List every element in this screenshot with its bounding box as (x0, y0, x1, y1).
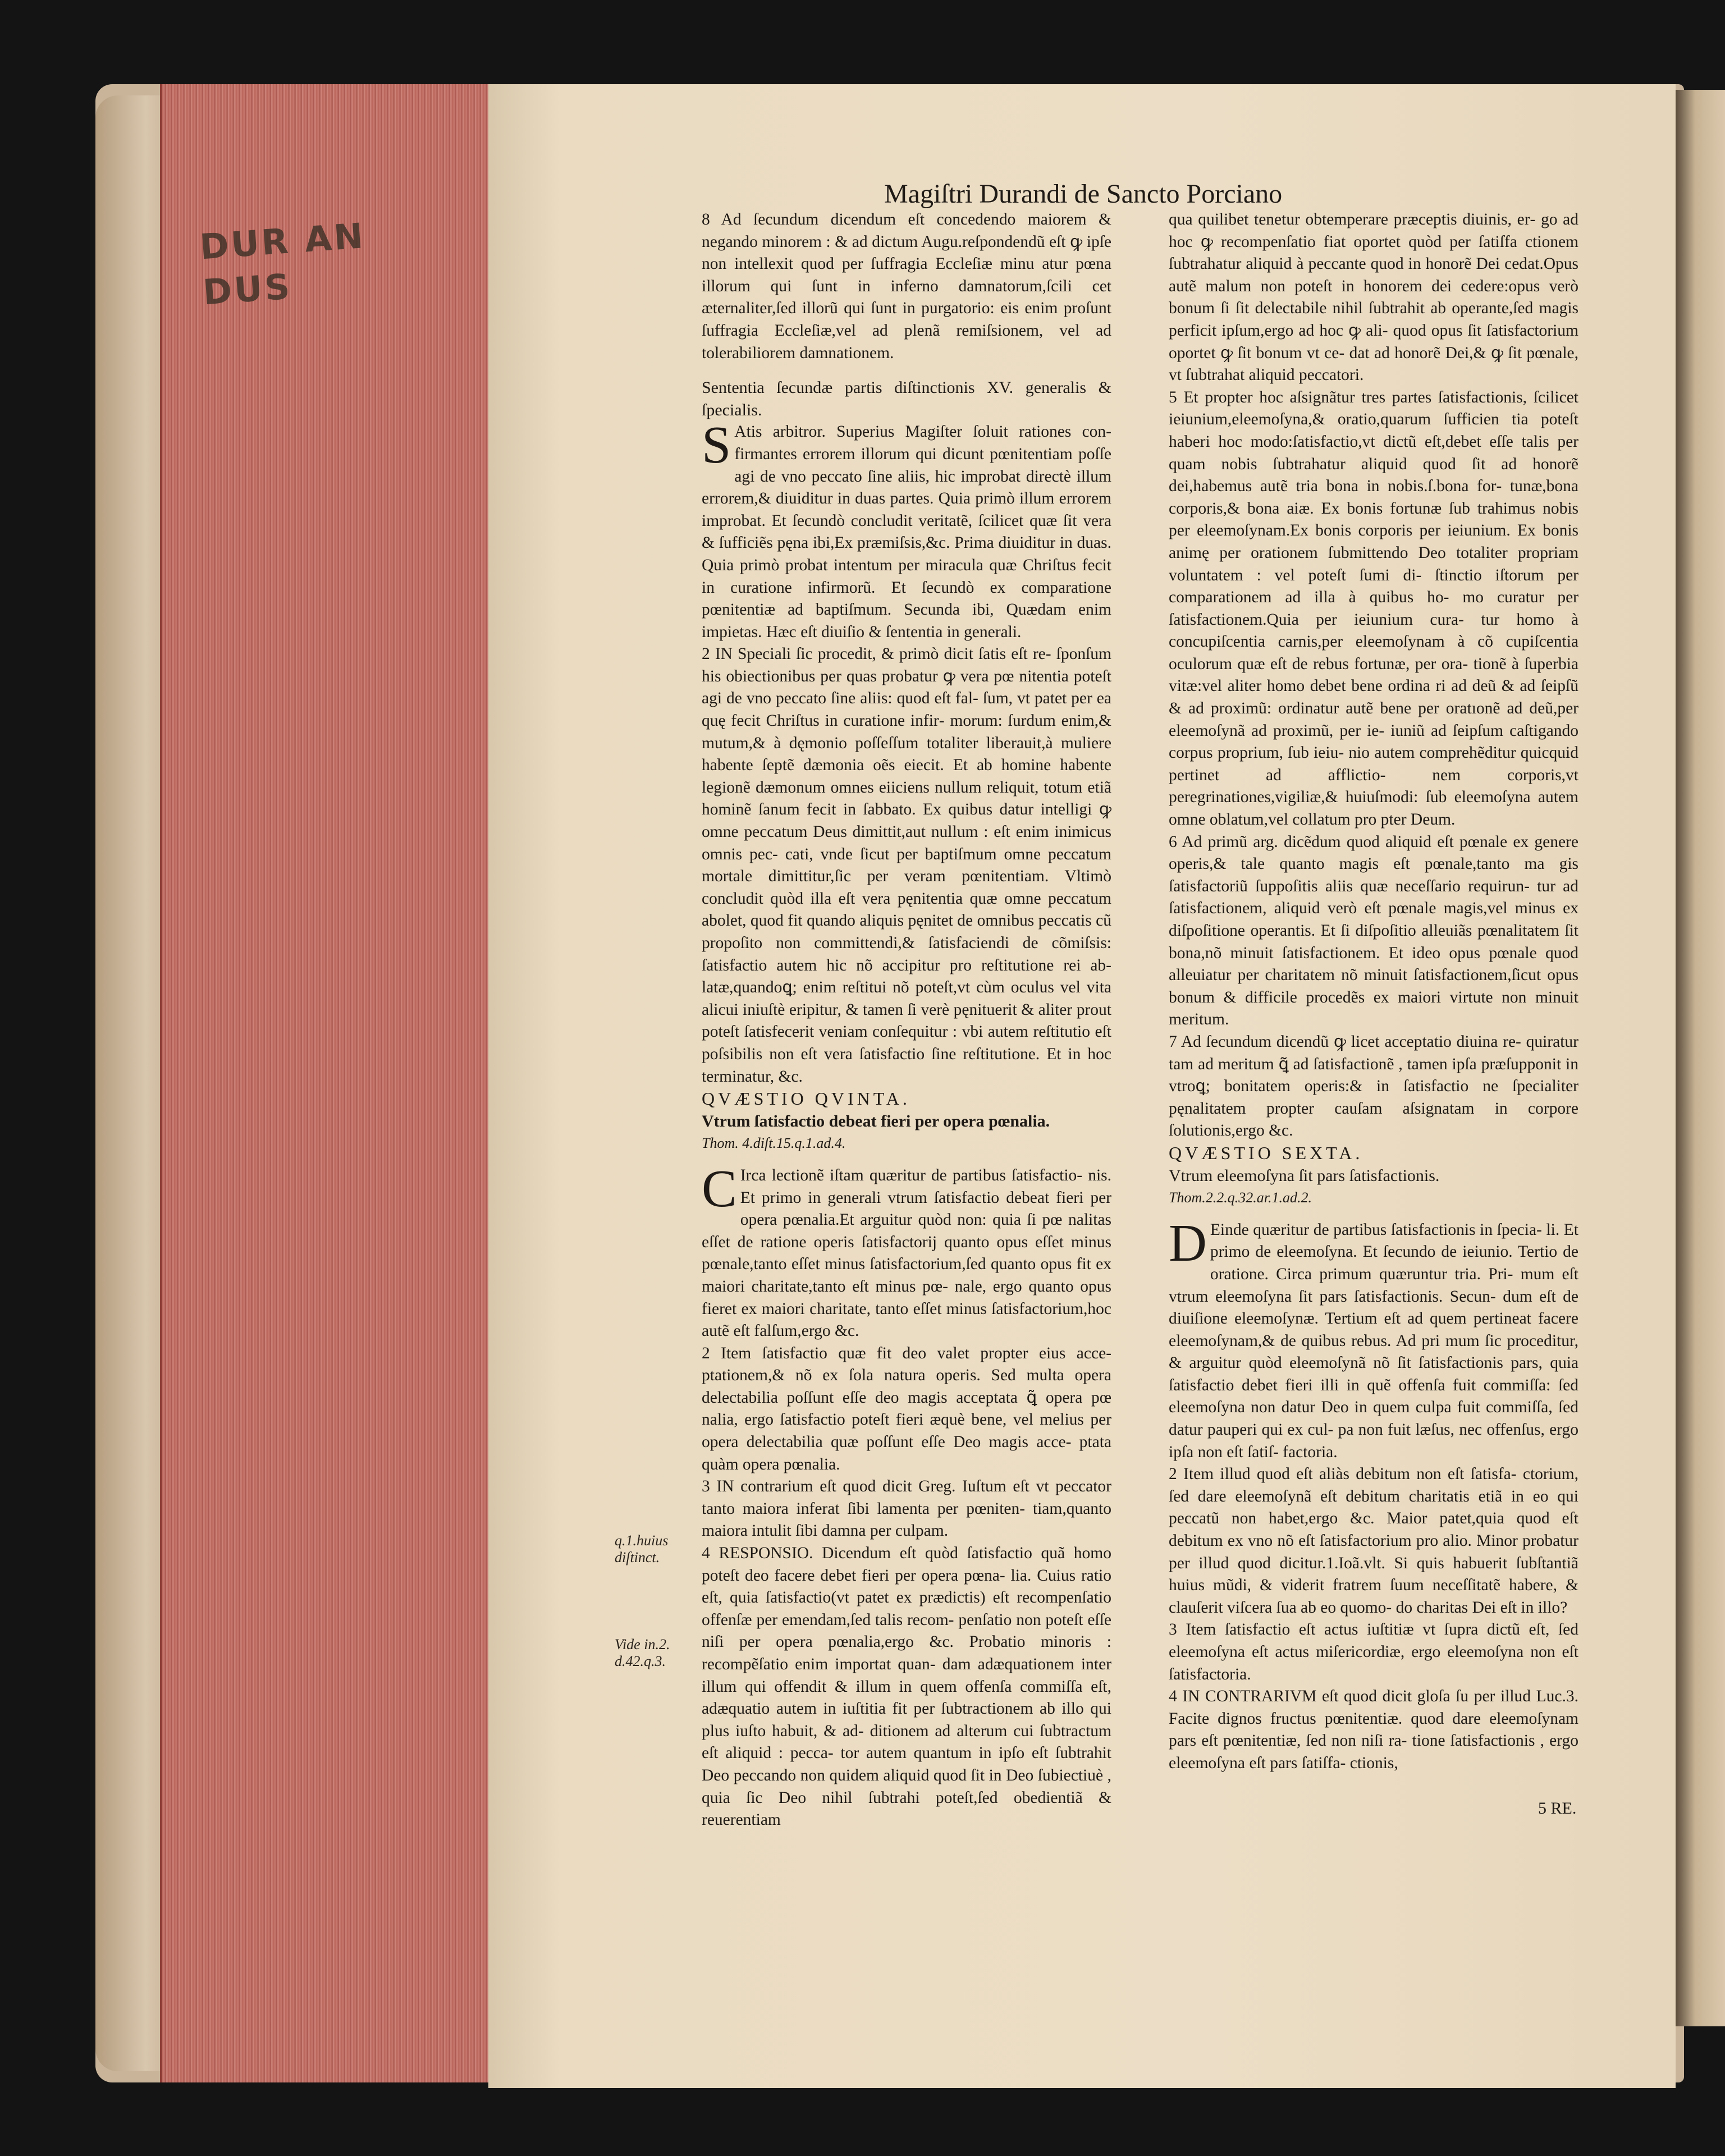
sententia-heading: Sententia ſecundæ partis diſtinctionis XV. generalis & ſpecialis. (702, 378, 1111, 419)
paragraph: 3 IN contrarium eſt quod dicit Greg. Iuſtum eſt vt peccator tanto maiora inferat ſibi lamenta per pœniten‑ tiam,quanto maiora intulit ſibi damna per culpam. (702, 1477, 1111, 1540)
paragraph: qua quilibet tenetur obtemperare præceptis diuinis, er‑ go ad hoc ꝙ recompenſatio fiat oportet quòd per ſatiſfa ctionem ſubtrahatur aliquid à peccante quod in honorẽ Dei cedat.Opus autẽ malum non poteſt in honorem dei cedere:opus verò bonum ſi ſit delectabile nihil ſubtrahit ab operante,ſed magis perficit ipſum,ergo ad hoc ꝙ ali‑ quod opus ſit ſatisfactorium oportet ꝙ ſit bonum vt ce‑ dat ad honorẽ Dei,& ꝙ ſit pœnale, vt ſubtrahat aliquid peccatori. (1169, 210, 1578, 384)
quaestio-label: QVÆSTIO SEXTA. (1169, 1142, 1363, 1163)
right-column (1169, 209, 1578, 1775)
paragraph-text: Einde quæritur de partibus ſatisfactionis in ſpecia‑ li. Et primo de eleemoſyna. Et ſecundo de ieiunio. Tertio de oratione. Circa primum quæruntur tria. Pri‑ mum eſt vtrum eleemoſyna ſit pars ſatisfactionis. Secun‑ dum eſt de diuiſione eleemoſynæ. Tertium eſt ad quem pertineat facere eleemoſynam,& de quibus rebus. Ad pri mum ſic proceditur, & arguitur quòd eleemoſynã nõ ſit ſatisfactionis pars, quia ſatisfactio debet fieri illi in quẽ offenſa fuit commiſſa: ſed eleemoſyna non datur Deo in quem culpa fuit commiſſa, ſed datur pauperi qui ex cul‑ pa non fuit læſus, nec offenſus, ergo ipſa non eſt ſatiſ‑ factoria. (1169, 1220, 1578, 1461)
paragraph: 4 RESPONSIO. Dicendum eſt quòd ſatisfactio quã homo poteſt deo facere debet fieri per opera pœna‑ lia. Cuius ratio eſt, quia ſatisfactio(vt patet ex prædictis) eſt recompenſatio offenſæ per emendam,ſed talis recom‑ penſatio non poteſt eſſe niſi per opera pœnalia,ergo &c. Probatio minoris : recompẽſatio enim importat quan‑ dam adæquationem inter illum qui offendit & illum in quem offenſa commiſſa eſt, adæquatio autem in iuſtitia fit per ſubtractionem ab illo qui plus iuſto habuit, & ad‑ ditionem ad alterum cui ſubtractum eſt aliquid : pecca‑ tor autem quantum in ipſo eſt ſubtrahit Deo peccando non quidem aliquid quod ſit in Deo ſubiectiuè , quia ſic Deo nihil ſubtrahi poteſt,ſed obedientiã & reuerentiam (702, 1544, 1111, 1829)
paragraph: 8 Ad ſecundum dicendum eſt concedendo maiorem & negando minorem : & ad dictum Augu.reſpondendũ eſt ꝙ ipſe non intellexit quod per ſuffragia Eccleſiæ minu atur pœna illorum qui ſunt in inferno damnatorum,ſcili cet æternaliter,ſed illorũ qui ſunt in purgatorio: eis enim proſunt ſuffragia Eccleſiæ,vel ad plenã remiſsionem, vel ad tolerabiliorem damnationem. (702, 210, 1111, 362)
quaestio-reference: Thom.2.2.q.32.ar.1.ad.2. (1169, 1189, 1312, 1206)
drop-cap: D (1169, 1214, 1207, 1272)
paragraph: 3 Item ſatisfactio eſt actus iuſtitiæ vt ſupra dictũ eſt, ſed eleemoſyna eſt actus miſericordiæ, ergo eleemoſyna non eſt ſatisfactoria. (1169, 1621, 1578, 1683)
paragraph: 6 Ad primũ arg. dicẽdum quod aliquid eſt pœnale ex genere operis,& tale quanto magis eſt pœnale,tanto ma gis ſatisfactoriũ ſuppoſitis aliis quæ neceſſario requirun‑ tur ad ſatisfactionem, aliquid verò eſt pœnale magis,vel minus ex diſpoſitione operantis. Et ſi diſpoſitio alleuiãs pœnalitatem ſit bona,nõ minuit ſatisfactionem. Et ideo opus pœnale quod alleuiatur per charitatem nõ minuit ſatisfactionem,ſicut opus bonum & difficile procedẽs ex maiori virtute non minuit meritum. (1169, 832, 1578, 1029)
drop-cap: C (702, 1159, 737, 1218)
catchword: 5 RE. (1538, 1799, 1577, 1818)
quaestio-label: QVÆSTIO QVINTA. (702, 1088, 910, 1109)
margin-note: Vide in.2. d.42.q.3. (615, 1636, 670, 1669)
margin-note: q.1.huius diſtinct. (615, 1532, 669, 1565)
paragraph-text: Irca lectionẽ iſtam quæritur de partibus ſatisfactio‑ nis. Et primo in generali vtrum ſatisfactio debeat fieri per opera pœnalia.Et arguitur quòd non: quia ſi pœ nalitas eſſet de ratione operis ſatisfactorij quanto opus eſſet minus pœnale,tanto eſſet minus ſatisfactorium,ſed quanto opus fit ex maiori charitate,tanto eſt minus pœ‑ nale, ergo quanto opus fieret ex maiori charitate, tanto eſſet minus ſatisfactorium,hoc autẽ eſt falſum,ergo &c. (702, 1166, 1111, 1340)
paragraph: 2 IN Speciali ſic procedit, & primò dicit ſatis eſt re‑ ſponſum his obiectionibus per quas probatur ꝙ vera pœ nitentia poteſt agi de vno peccato ſine aliis: quod eſt fal‑ ſum, vt patet per ea quę fecit Chriſtus in curatione infir‑ morum: ſurdum enim,& mutum,& à dęmonio poſſeſſum totaliter liberauit,à muliere habente ſeptẽ dæmonia oẽs eiecit. Et ab homine habente legionẽ dæmonum omnes eiiciens nullum reliquit, totum etiã hominẽ ſanum fecit in ſabbato. Ex quibus datur intelligi ꝙ omne peccatum Deus dimittit,aut nullum : eſt enim inimicus omnis pec‑ cati, vnde ſicut per baptiſmum omne peccatum mortale dimittitur,ſic per veram pœnitentiam. Vltimò concludit quòd illa eſt vera pęnitentia quæ omne peccatum abolet, quod fit quando aliquis pęnitet de omnibus peccatis cũ propoſito non committendi,& ſatisfaciendi de cõmiſsis: ſatisfactio autem hic nõ accipitur pro reſtitutione rei ab‑ latæ,quandoꝗ; enim reſtitui nõ poteſt,vt cùm oculus vel vita alicui iniuſtè eripitur, & tamen ſi verè pęnituerit & aliter prout poteſt ſatisfecerit veniam conſequitur : vbi autem reſtitutio eſt poſsibilis non eſt vera ſatisfactio ſine reſtitutione. Et in hoc terminatur, &c. (702, 645, 1111, 1086)
paragraph: 5 Et propter hoc aſsignãtur tres partes ſatisfactionis, ſcilicet ieiunium,eleemoſyna,& oratio,quarum ſufficien tia poteſt haberi hoc modo:ſatisfactio,vt dictũ eſt,debet eſſe talis per quam nobis ſubtrahatur aliquid quod ſit ad honorẽ dei,habemus autẽ tria bona in nobis.ſ.bona for‑ tunæ,bona corporis,& bona aiæ. Ex bonis fortunæ ſub trahimus nobis per eleemoſynam.Ex bonis corporis per ieiunium. Ex bonis animę per orationem ſubmittendo Deo totaliter propriam voluntatem : vel poteſt ſumi di‑ ſtinctio iſtorum per comparationem ad illa à quibus ho‑ mo curatur per ſatisfactionem.Quia per ieiunium cura‑ tur homo à concupiſcentia carnis,per eleemoſynam à cõ cupiſcentia oculorum quæ eſt de rebus fortunæ, per ora‑ tionẽ à ſuperbia vitæ:vel aliter homo debet bene ordina ri ad deũ & ad ſeipſũ & ad proximũ: ordinatur autẽ bene per oratıonẽ ad deũ,per eleemoſynã ad proximũ, per ie‑ iuniũ ad ſeipſum caſtigando corpus proprium, ſub ieiu‑ nio autem comprehẽditur quicquid pertinet ad afflictio‑ nem corporis,vt peregrinationes,vigiliæ,& huiuſmodi: ſub eleemoſyna autem omne oblatum,vel collatum pro pter Deum. (1169, 388, 1578, 829)
quaestio-title: Vtrum ſatisfactio debeat fieri per opera pœnalia. (702, 1111, 1050, 1130)
running-head: Magiſtri Durandi de Sancto Porciano (884, 179, 1283, 209)
left-column (702, 209, 1111, 1832)
quaestio-title: Vtrum eleemoſyna ſit pars ſatisfactionis. (1169, 1166, 1440, 1185)
paragraph-text: Atis arbitror. Superius Magiſter ſoluit rationes con‑ firmantes errorem illorum qui dicunt pœnitentiam poſſe agi de vno peccato ſine aliis, hic improbat directè illum errorem,& diuiditur in duas partes. Quia primò illum errorem improbat. Et ſecundò concludit veritatẽ, ſcilicet quæ ſit vera & ſufficiẽs pęna ibi,Ex præmiſsis,&c. Prima diuiditur in duas. Quia primò probat intentum per miracula quæ Chriſtus fecit in curatione infirmorũ. Et ſecundò ex comparatione pœnitentiæ ad baptiſmum. Secunda ibi, Quædam enim impietas. Hæc eſt diuiſio & ſententia in generali. (702, 423, 1111, 641)
page-fore-edge (160, 84, 491, 2082)
paragraph (1169, 1214, 1578, 1464)
spine-handwritten-label: DUR AN DUS (198, 215, 367, 313)
quaestio-reference: Thom. 4.diſt.15.q.1.ad.4. (702, 1135, 846, 1152)
paragraph: 7 Ad ſecundum dicendũ ꝙ licet acceptatio diuina re‑ quiratur tam ad meritum ꝗ̃ ad ſatisfactionẽ , tamen ipſa præſupponit in vtroꝗ; bonitatem operis:& in ſatisfactio ne ſpecialiter pęnalitatem propter cauſam aſsignatam in corpore ſolutionis,ergo &c. (1169, 1032, 1578, 1140)
drop-cap: S (702, 416, 731, 475)
paragraph: 2 Item ſatisfactio quæ fit deo valet propter eius acce‑ ptationem,& nõ ex ſola natura operis. Sed multa opera delectabilia poſſunt eſſe deo magis acceptata ꝗ̃ opera pœ nalia, ergo ſatisfactio poteſt fieri æquè bene, vel melius per opera delectabilia quæ poſſunt eſſe Deo magis acce‑ ptata quàm opera pœnalia. (702, 1344, 1111, 1473)
paragraph (702, 416, 1111, 643)
paragraph (702, 1159, 1111, 1343)
paragraph: 4 IN CONTRARIVM eſt quod dicit gloſa ſu per illud Luc.3. Facite dignos fructus pœnitentiæ. quod dare eleemoſynam pars eſt pœnitentiæ, ſed non niſi ra‑ tione ſatisfactionis , ergo eleemoſyna eſt pars ſatiſfa‑ ctionis, (1169, 1687, 1578, 1772)
facing-page-edge (1676, 90, 1725, 2026)
paragraph: 2 Item illud quod eſt aliàs debitum non eſt ſatisfa‑ ctorium, ſed dare eleemoſynã eſt debitum charitatis etiã in eo qui peccatũ non habet,ergo &c. Maior patet,quia quod eſt debitum ex vno nõ eſt ſatisfactorium pro alio. Minor probatur per illud quod dicitur.1.Ioã.vlt. Si quis habuerit ſubſtantiã huius mũdi, & viderit fratrem ſuum neceſſitatẽ habere, & clauſerit viſcera ſua ab eo quomo‑ do charitas Dei eſt in illo? (1169, 1465, 1578, 1617)
